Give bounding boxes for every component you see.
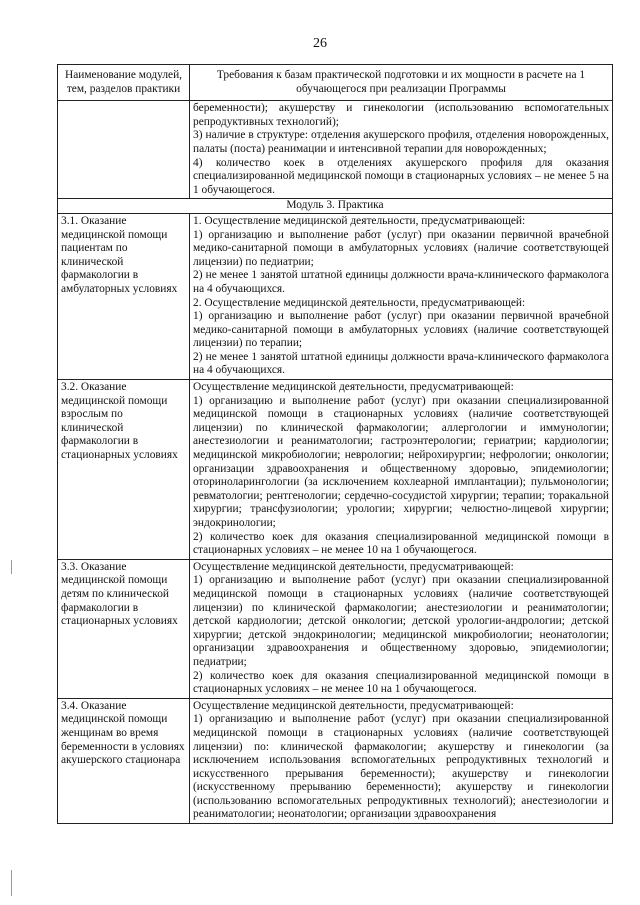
requirement-paragraph: 2) количество коек для оказания специализированной медицинской помощи в стационарных условиях – не менее 10 на 1 обучающегося. [193, 669, 609, 696]
section-name: 3.4. Оказание медицинской помощи женщинам во время беременности в условиях акушерского стационара [58, 698, 190, 823]
requirement-paragraph: 1) организацию и выполнение работ (услуг) при оказании специализированной медицинской помощи в стационарных условиях (наличие соответствующей лицензии) по: клинической фармакологии; акушерству и гинекологии (за исключением использования вспомогательных репродуктивных технологий и искусственного прерывания беременности); акушерству и гинекологии (искусственному прерыванию беременности); акушерству и гинекологии (использованию вспомогательных репродуктивных технологий); анестезиологии и реаниматологии; неонатологии; организации здравоохранения [193, 713, 609, 821]
table-row [58, 380, 613, 560]
scan-artifact-line [11, 870, 12, 896]
requirement-paragraph: Осуществление медицинской деятельности, предусматривающей: [193, 381, 514, 394]
continuation-row [58, 101, 613, 199]
requirement-paragraph: 2. Осуществление медицинской деятельности, предусматривающей: [193, 296, 526, 309]
requirements-table [57, 64, 613, 824]
header-col-requirements: Требования к базам практической подготовки и их мощности в расчете на 1 обучающегося при реализации Программы [190, 65, 613, 101]
continuation-cell [190, 101, 613, 199]
requirement-paragraph: 2) не менее 1 занятой штатной единицы должности врача-клинического фармаколога на 4 обучающихся. [193, 350, 609, 377]
requirement-paragraph: 1) организацию и выполнение работ (услуг) при оказании первичной врачебной медико-санитарной помощи в амбулаторных условиях (наличие соответствующей лицензии) по педиатрии; [193, 228, 609, 268]
table-row [58, 698, 613, 823]
requirement-paragraph: Осуществление медицинской деятельности, предусматривающей: [193, 560, 514, 573]
section-name: 3.2. Оказание медицинской помощи взрослым по клинической фармакологии в стационарных условиях [58, 380, 190, 560]
table-header-row [58, 65, 613, 101]
requirement-paragraph: 1) организацию и выполнение работ (услуг) при оказании специализированной медицинской помощи в стационарных условиях (наличие соответствующей лицензии) по клинической фармакологии; анестезиологии и реаниматологии; детской кардиологии; детской онкологии; детской урологии-андрологии; детской хирургии; детской эндокринологии; медицинской микробиологии; неонатологии; организации здравоохранения и общественному здоровью, эпидемиологии; педиатрии; [193, 574, 609, 668]
section-requirements [190, 213, 613, 379]
scan-artifact-line [11, 560, 12, 574]
section-requirements [190, 380, 613, 560]
table-row [58, 213, 613, 379]
continuation-paragraph: 4) количество коек в отделениях акушерского профиля для оказания специализированной медицинской помощи в стационарных условиях – не менее 5 на 1 обучающегося. [193, 156, 609, 196]
continuation-paragraph: беременности); акушерству и гинекологии (использованию вспомогательных репродуктивных технологий); [193, 102, 609, 128]
table-row [58, 559, 613, 698]
requirement-paragraph: 1. Осуществление медицинской деятельности, предусматривающей: [193, 214, 526, 227]
page-number: 26 [313, 36, 327, 51]
section-requirements [190, 698, 613, 823]
continuation-name-cell [58, 101, 190, 199]
header-col-module: Наименование модулей, тем, разделов практики [58, 65, 190, 101]
requirement-paragraph: 2) не менее 1 занятой штатной единицы должности врача-клинического фармаколога на 4 обучающихся. [193, 269, 609, 295]
requirement-paragraph: 2) количество коек для оказания специализированной медицинской помощи в стационарных условиях – не менее 10 на 1 обучающегося. [193, 530, 609, 557]
requirement-paragraph: 1) организацию и выполнение работ (услуг) при оказании первичной врачебной медико-санитарной помощи в амбулаторных условиях (наличие соответствующей лицензии) по терапии; [193, 310, 609, 350]
requirement-paragraph: 1) организацию и выполнение работ (услуг) при оказании специализированной медицинской помощи в стационарных условиях (наличие соответствующей лицензии) по клинической фармакологии; аллергологии и иммунологии; анестезиологии и реаниматологии; гастроэнтерологии; гериатрии; кардиологии; медицинской микробиологии; неврологии; нейрохирургии; нефрологии; онкологии; организации здравоохранения и общественному здоровью, эпидемиологии; оториноларингологии (за исключением кохлеарной имплантации); пульмонологии; ревматологии; рентгенологии; сердечно-сосудистой хирургии; терапии; торакальной хирургии; трансфузиологии; урологии; хирургии; челюстно-лицевой хирургии; эндокринологии; [193, 394, 609, 529]
section-name: 3.1. Оказание медицинской помощи пациентам по клинической фармакологии в амбулаторных условиях [58, 213, 190, 379]
requirement-paragraph: Осуществление медицинской деятельности, предусматривающей: [193, 699, 514, 712]
module-title: Модуль 3. Практика [58, 199, 613, 214]
section-name: 3.3. Оказание медицинской помощи детям по клинической фармакологии в стационарных условиях [58, 559, 190, 698]
continuation-paragraph: 3) наличие в структуре: отделения акушерского профиля, отделения новорожденных, палаты (поста) реанимации и интенсивной терапии для новорожденных; [193, 129, 609, 155]
section-requirements [190, 559, 613, 698]
module-title-row [58, 199, 613, 214]
